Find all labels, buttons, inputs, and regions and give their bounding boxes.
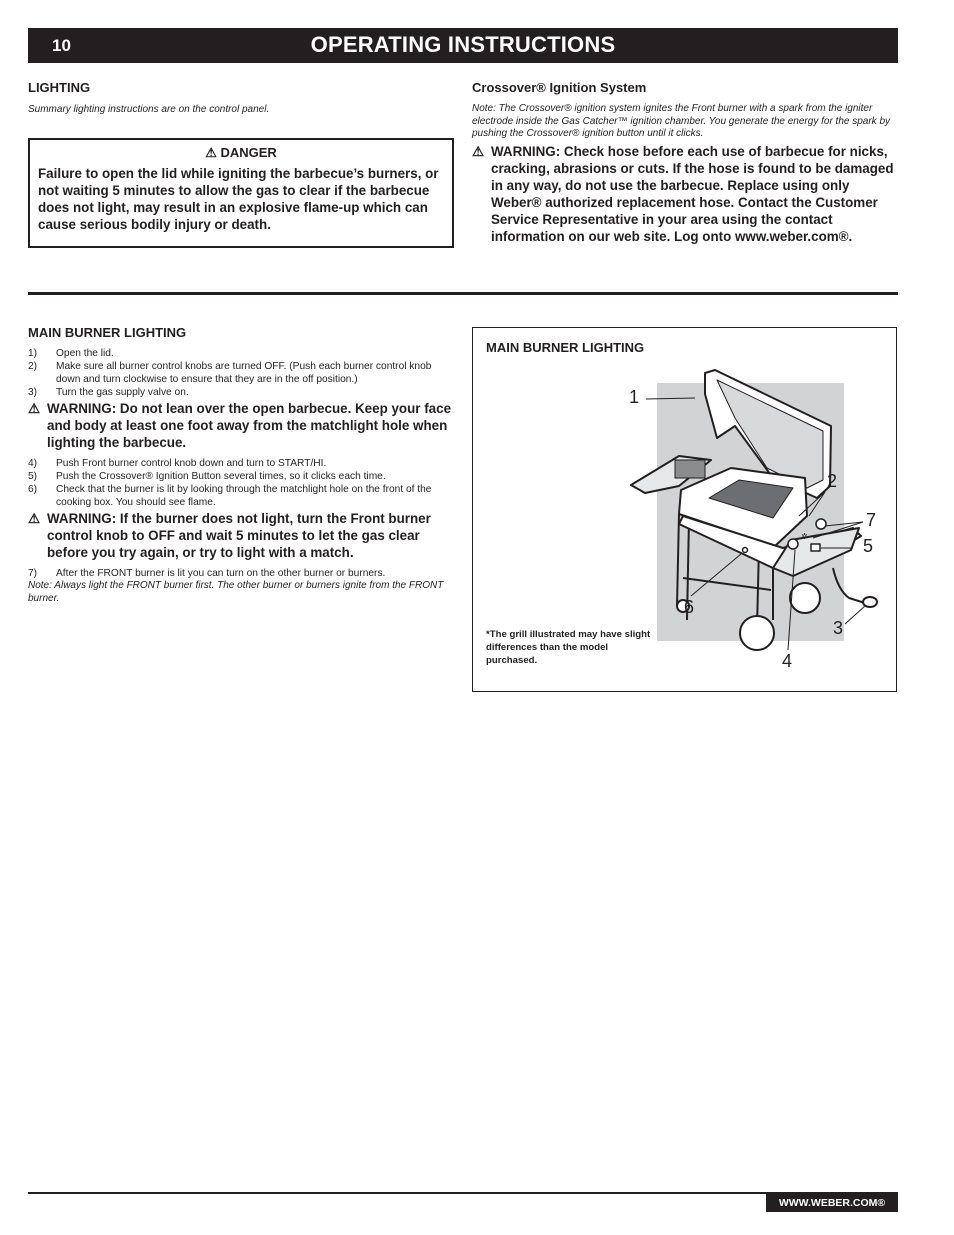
- matchlight-hole: [743, 548, 748, 553]
- main-burner-note: Note: Always light the FRONT burner first. The other burner or burners ignite from the FRONT burner.: [28, 580, 444, 604]
- callout-4: 4: [782, 651, 793, 671]
- list-item: 6) Check that the burner is lit by looking through the matchlight hole on the front of the cooking box. You should see flame.: [28, 484, 432, 508]
- lighting-heading: LIGHTING: [28, 80, 91, 95]
- control-knob: [816, 519, 826, 529]
- callout-7: 7: [866, 510, 877, 530]
- figure-heading: MAIN BURNER LIGHTING: [486, 340, 645, 355]
- figure-caption: *The grill illustrated may have slight differences than the model purchased.: [486, 629, 651, 666]
- page-header: [28, 28, 898, 63]
- callout-5: 5: [863, 536, 874, 556]
- steps-list-c: [28, 567, 448, 580]
- warning-triangle-icon: ⚠: [205, 145, 217, 160]
- main-burner-heading: MAIN BURNER LIGHTING: [28, 325, 187, 340]
- list-item: 5) Push the Crossover® Ignition Button several times, so it clicks each time.: [28, 471, 386, 482]
- list-item: 3) Turn the gas supply valve on.: [28, 387, 189, 398]
- danger-text: Failure to open the lid while igniting the barbecue’s burners, or not waiting 5 minutes to allow the gas to clear if the barbecue does not light, may result in an explosive flame-up which can cause serious bodily injury or death.: [38, 166, 439, 232]
- wheel: [790, 583, 820, 613]
- lighting-summary: Summary lighting instructions are on the control panel.: [28, 104, 270, 115]
- crossover-note: Note: The Crossover® ignition system ignites the Front burner with a spark from the igniter electrode inside the Gas Catcher™ ignition chamber. You generate the energy for the spark by pushing the Crossover® ignition button until it clicks.: [472, 103, 891, 139]
- steps-list-b: [28, 457, 448, 509]
- list-item: 7) After the FRONT burner is lit you can turn on the other burner or burners.: [28, 568, 386, 579]
- ignition-button: [811, 544, 820, 551]
- spark-icon: ✲: [801, 532, 808, 541]
- callout-3: 3: [833, 618, 844, 638]
- page-title: OPERATING INSTRUCTIONS: [310, 32, 616, 57]
- list-item: 4) Push Front burner control knob down and turn to START/HI.: [28, 458, 327, 469]
- footer-url: WWW.WEBER.COM®: [766, 1194, 898, 1212]
- hose-warning: ⚠ WARNING: Check hose before each use of barbecue for nicks, cracking, abrasions or cuts. If the hose is found to be damaged in any way, do not use the barbecue. Replace using only Weber® authorized replacement hose. Contact the Customer Service Representative in your area using the contact information on our web site. Log onto www.weber.com®.: [472, 144, 894, 244]
- warning-triangle-icon: ⚠: [28, 401, 41, 416]
- figure-box: [472, 327, 897, 692]
- regulator: [863, 597, 877, 607]
- relight-warning: ⚠ WARNING: If the burner does not light, turn the Front burner control knob to OFF and wait 5 minutes to let the gas clear before you try again, or try to light with a match.: [28, 511, 431, 560]
- list-item: 1) Open the lid.: [28, 348, 114, 359]
- danger-title: ⚠ DANGER: [205, 145, 277, 160]
- crossover-heading: Crossover® Ignition System: [472, 80, 647, 95]
- callout-2: 2: [827, 471, 838, 491]
- page-number: 10: [52, 36, 71, 55]
- warning-triangle-icon: ⚠: [472, 144, 485, 159]
- warning-triangle-icon: ⚠: [28, 511, 41, 526]
- control-knob: [788, 539, 798, 549]
- lean-warning: ⚠ WARNING: Do not lean over the open barbecue. Keep your face and body at least one foot away from the matchlight hole when lighting the barbecue.: [28, 401, 452, 450]
- wheel: [740, 616, 774, 650]
- danger-box: [28, 138, 454, 248]
- section-divider: [28, 292, 898, 295]
- callout-6: 6: [684, 597, 695, 617]
- callout-1: 1: [629, 387, 640, 407]
- steps-list-a: [28, 347, 448, 399]
- list-item: 2) Make sure all burner control knobs are turned OFF. (Push each burner control knob down and turn clockwise to ensure that they are in the off position.): [28, 361, 432, 385]
